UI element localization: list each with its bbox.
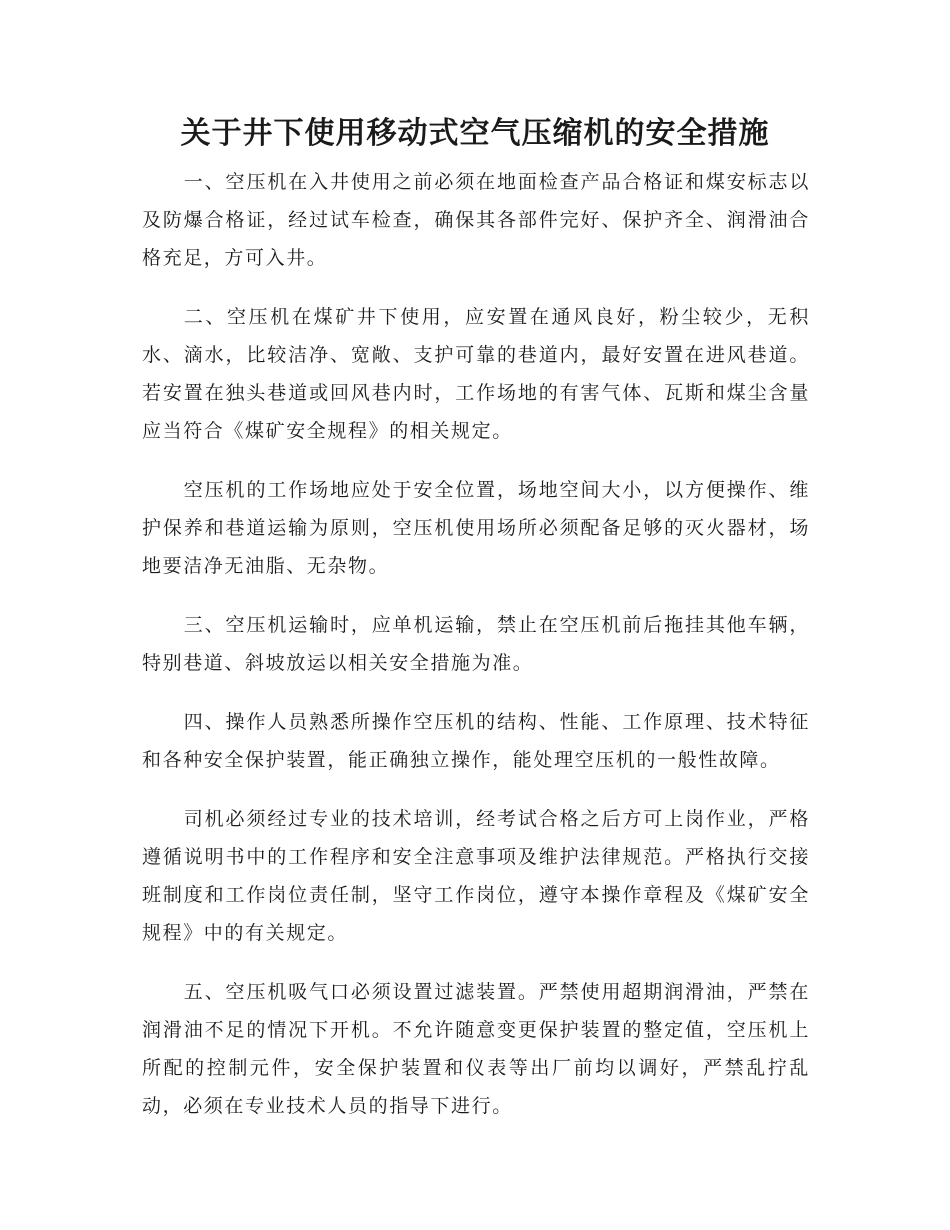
document-title: 关于井下使用移动式空气压缩机的安全措施 bbox=[180, 116, 770, 151]
paragraph: 四、操作人员熟悉所操作空压机的结构、性能、工作原理、技术特征和各种安全保护装置，能正确独立操作，能处理空压机的一般性故障。 bbox=[142, 711, 810, 771]
paragraph: 五、空压机吸气口必须设置过滤装置。严禁使用超期润滑油，严禁在润滑油不足的情况下开机。不允许随意变更保护装置的整定值，空压机上所配的控制元件，安全保护装置和仪表等出厂前均以调好，严禁乱拧乱动，必须在专业技术人员的指导下进行。 bbox=[142, 981, 810, 1117]
paragraph: 司机必须经过专业的技术培训，经考试合格之后方可上岗作业，严格遵循说明书中的工作程序和安全注意事项及维护法律规范。严格执行交接班制度和工作岗位责任制，坚守工作岗位，遵守本操作章程及《煤矿安全规程》中的有关规定。 bbox=[142, 808, 810, 944]
paragraph: 二、空压机在煤矿井下使用，应安置在通风良好，粉尘较少，无积水、滴水，比较洁净、宽敞、支护可靠的巷道内，最好安置在进风巷道。若安置在独头巷道或回风巷内时，工作场地的有害气体、瓦斯和煤尘含量应当符合《煤矿安全规程》的相关规定。 bbox=[142, 306, 810, 442]
document-body bbox=[142, 163, 810, 1146]
paragraph: 三、空压机运输时，应单机运输，禁止在空压机前后拖挂其他车辆，特别巷道、斜坡放运以相关安全措施为准。 bbox=[142, 614, 810, 674]
paragraph: 一、空压机在入井使用之前必须在地面检查产品合格证和煤安标志以及防爆合格证，经过试车检查，确保其各部件完好、保护齐全、润滑油合格充足，方可入井。 bbox=[142, 171, 810, 269]
paragraph: 空压机的工作场地应处于安全位置，场地空间大小，以方便操作、维护保养和巷道运输为原则，空压机使用场所必须配备足够的灭火器材，场地要洁净无油脂、无杂物。 bbox=[142, 479, 810, 577]
